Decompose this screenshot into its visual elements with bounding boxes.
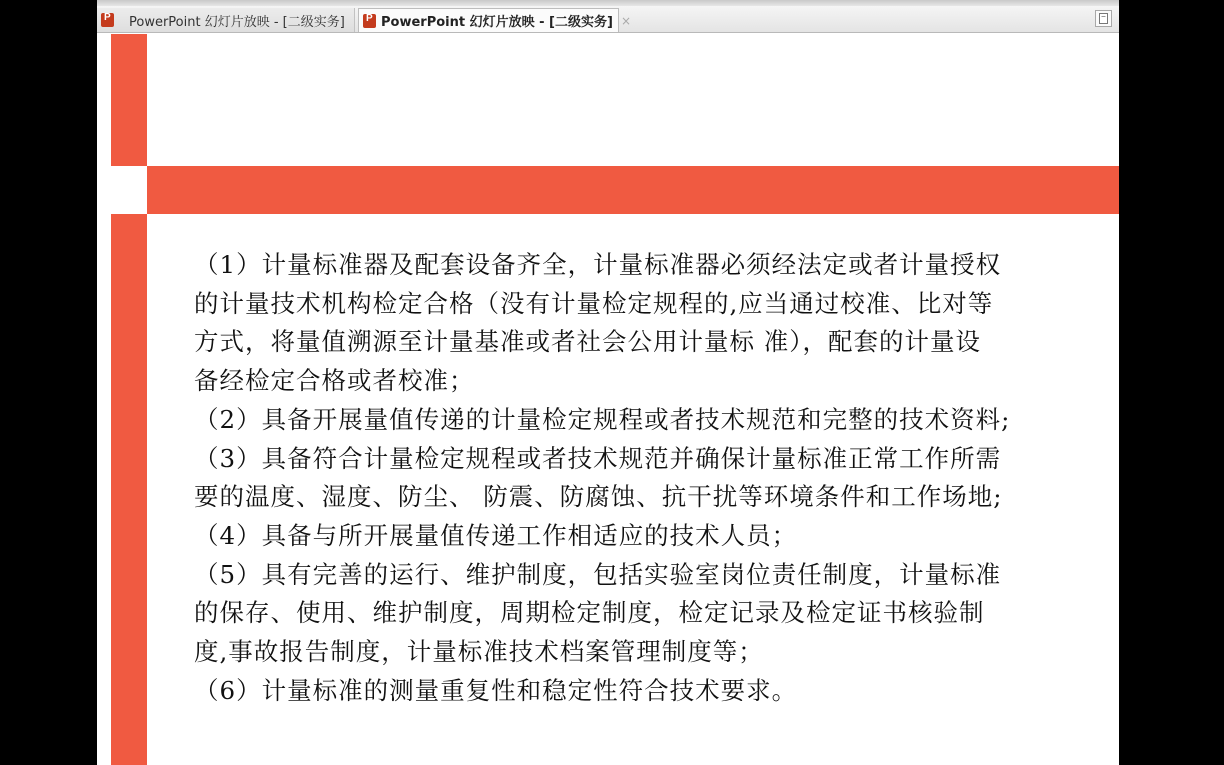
tab-label: PowerPoint 幻灯片放映 - [二级实务] [381, 15, 613, 30]
requirement-item-1: （1）计量标准器及配套设备齐全，计量标准器必须经法定或者计量授权 的计量技术机构检定合格（没有计量检定规程的,应当通过校准、比对等 方式，将量值溯源至计量基准或者社会公用计量标 准），配套的计量设 备经检定合格或者校准； [194, 250, 1002, 396]
requirement-item-2: （2）具备开展量值传递的计量检定规程或者技术规范和完整的技术资料; [194, 404, 1011, 434]
right-black-border [1119, 0, 1224, 765]
requirement-item-6: （6）计量标准的测量重复性和稳定性符合技术要求。 [194, 675, 798, 705]
requirement-item-4: （4）具备与所开展量值传递工作相适应的技术人员； [194, 520, 798, 550]
tab-bar [97, 6, 1119, 33]
powerpoint-icon [101, 13, 114, 27]
slideshow-window [97, 0, 1119, 765]
tab-slideshow-1[interactable] [97, 8, 355, 32]
slide-accent-bar-horizontal [147, 166, 1119, 214]
left-black-border [0, 0, 97, 765]
tab-label: PowerPoint 幻灯片放映 - [二级实务] [129, 14, 345, 30]
slide-accent-bar-vertical [111, 34, 147, 765]
powerpoint-icon [363, 14, 376, 28]
requirement-item-5: （5）具有完善的运行、维护制度，包括实验室岗位责任制度，计量标准 的保存、使用、维护制度，周期检定制度，检定记录及检定证书核验制 度,事故报告制度，计量标准技术档案管理制度等； [194, 559, 1002, 667]
tab-close-icon[interactable]: × [620, 13, 631, 28]
slide-body-text [194, 246, 1119, 710]
tab-slideshow-2[interactable] [358, 8, 631, 32]
slide [97, 34, 1119, 765]
requirement-item-3: （3）具备符合计量检定规程或者技术规范并确保计量标准正常工作所需 要的温度、湿度、防尘、 防震、防腐蚀、抗干扰等环境条件和工作场地; [194, 443, 1003, 512]
slide-accent-gap [111, 166, 147, 214]
new-tab-icon[interactable] [1095, 10, 1112, 27]
